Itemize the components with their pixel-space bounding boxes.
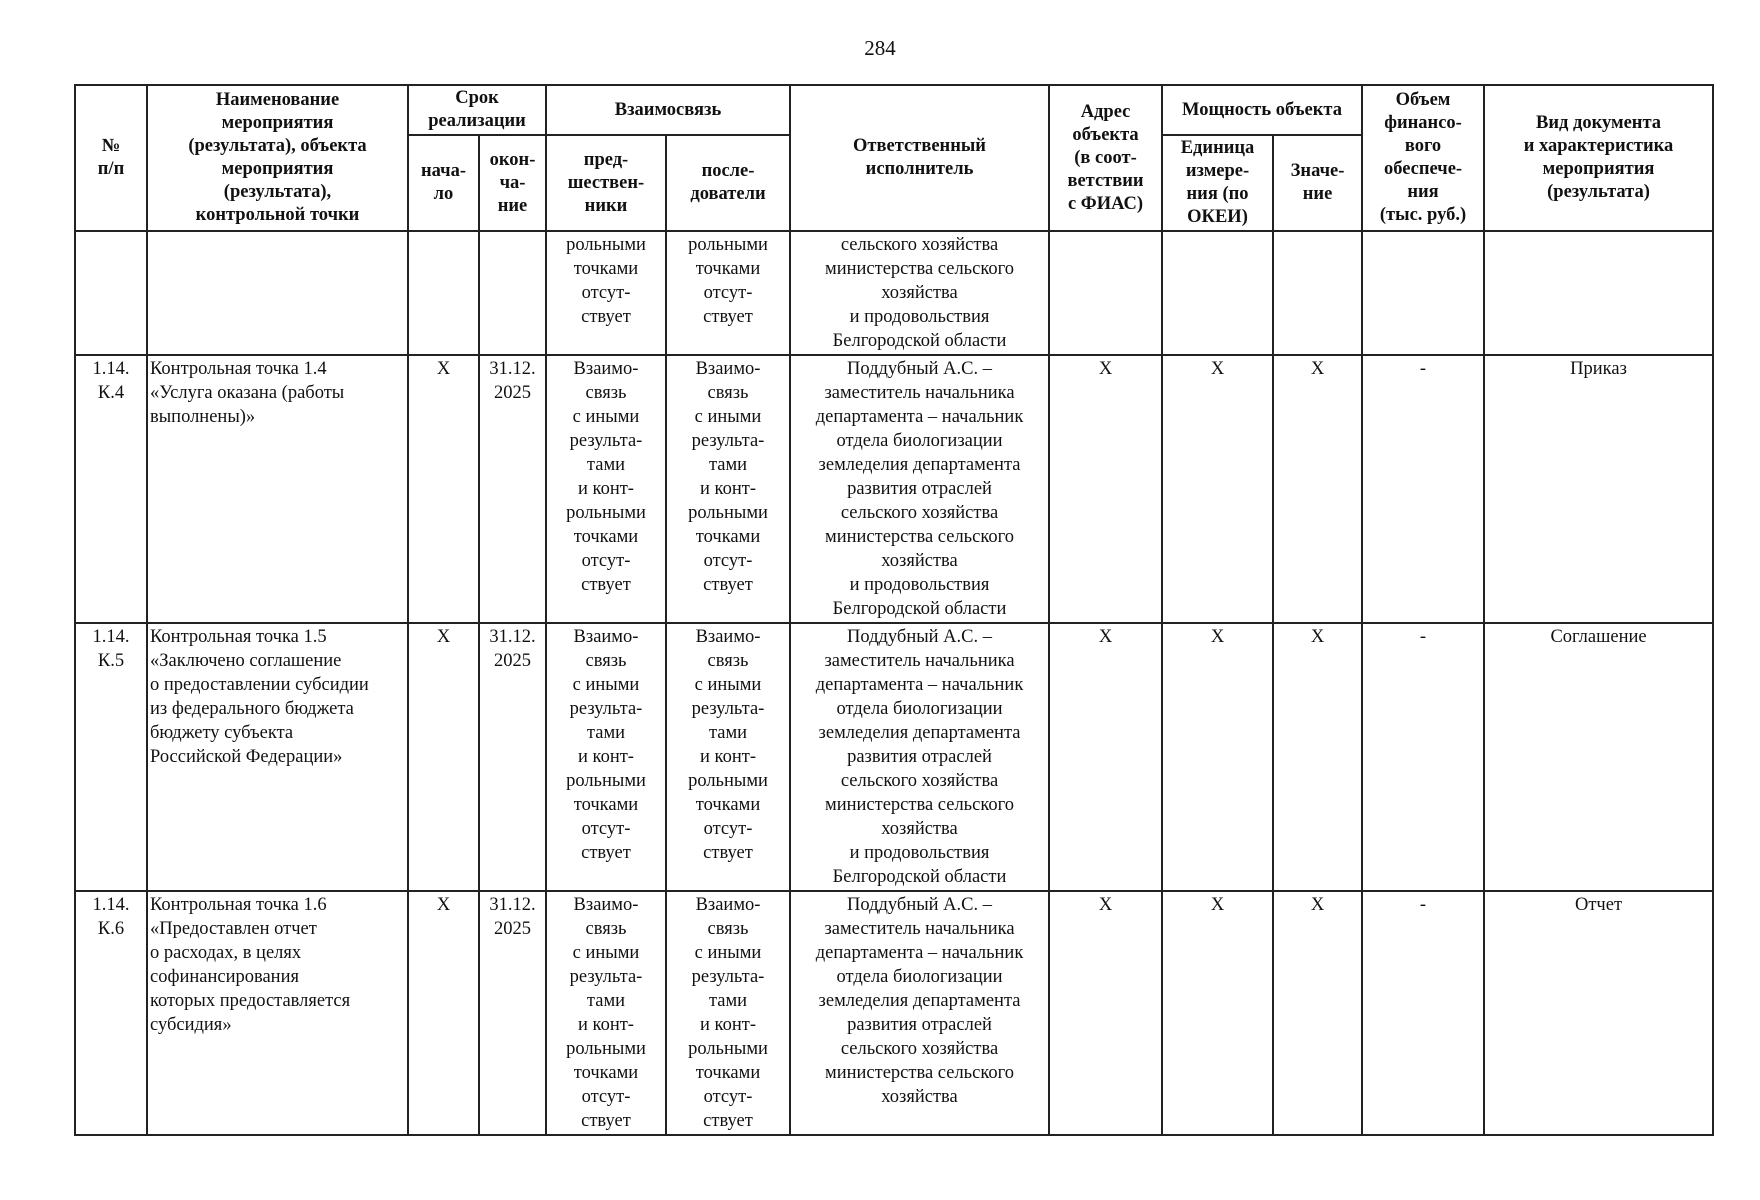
cell-unit <box>1162 231 1273 355</box>
header-capacity: Мощность объекта <box>1162 85 1362 135</box>
cell-doc: Соглашение <box>1484 623 1713 891</box>
cell-successors: Взаимо- связь с иными результа- тами и конт- рольными точками отсут- ствует <box>666 623 790 891</box>
table-header <box>75 85 1713 231</box>
header-start: нача- ло <box>408 135 479 231</box>
cell-address: X <box>1049 623 1162 891</box>
table-row <box>75 891 1713 1135</box>
header-finance: Объем финансо- вого обеспече- ния (тыс. руб.) <box>1362 85 1484 231</box>
plan-table <box>74 84 1714 1136</box>
cell-responsible: сельского хозяйства министерства сельского хозяйства и продовольствия Белгородской области <box>790 231 1049 355</box>
cell-doc <box>1484 231 1713 355</box>
cell-predecessors: рольными точками отсут- ствует <box>546 231 666 355</box>
table-row <box>75 623 1713 891</box>
cell-name: Контрольная точка 1.6 «Предоставлен отчет о расходах, в целях софинансирования которых предоставляется субсидия» <box>147 891 408 1135</box>
cell-unit: X <box>1162 355 1273 623</box>
cell-num: 1.14. К.5 <box>75 623 147 891</box>
cell-responsible: Поддубный А.С. – заместитель начальника департамента – начальник отдела биологизации земледелия департамента развития отраслей сельского хозяйства министерства сельского хозяйства и продовольствия Белгородской области <box>790 355 1049 623</box>
cell-address: X <box>1049 355 1162 623</box>
header-value: Значе- ние <box>1273 135 1362 231</box>
header-term: Срок реализации <box>408 85 546 135</box>
header-unit: Единица измере- ния (по ОКЕИ) <box>1162 135 1273 231</box>
cell-responsible: Поддубный А.С. – заместитель начальника департамента – начальник отдела биологизации земледелия департамента развития отраслей сельского хозяйства министерства сельского хозяйства <box>790 891 1049 1135</box>
cell-finance: - <box>1362 355 1484 623</box>
header-num: № п/п <box>75 85 147 231</box>
cell-end: 31.12. 2025 <box>479 355 546 623</box>
cell-name <box>147 231 408 355</box>
cell-finance: - <box>1362 891 1484 1135</box>
cell-unit: X <box>1162 891 1273 1135</box>
table-row <box>75 355 1713 623</box>
cell-end: 31.12. 2025 <box>479 891 546 1135</box>
cell-num: 1.14. К.4 <box>75 355 147 623</box>
cell-num <box>75 231 147 355</box>
header-relation: Взаимосвязь <box>546 85 790 135</box>
cell-value: X <box>1273 891 1362 1135</box>
cell-value: X <box>1273 623 1362 891</box>
cell-value: X <box>1273 355 1362 623</box>
cell-start: X <box>408 623 479 891</box>
cell-start <box>408 231 479 355</box>
cell-finance: - <box>1362 623 1484 891</box>
cell-address <box>1049 231 1162 355</box>
cell-successors: рольными точками отсут- ствует <box>666 231 790 355</box>
cell-start: X <box>408 891 479 1135</box>
cell-name: Контрольная точка 1.5 «Заключено соглашение о предоставлении субсидии из федерального бюджета бюджету субъекта Российской Федерации» <box>147 623 408 891</box>
cell-num: 1.14. К.6 <box>75 891 147 1135</box>
cell-end <box>479 231 546 355</box>
cell-doc: Приказ <box>1484 355 1713 623</box>
table-row <box>75 231 1713 355</box>
cell-name: Контрольная точка 1.4 «Услуга оказана (работы выполнены)» <box>147 355 408 623</box>
header-doc: Вид документа и характеристика мероприятия (результата) <box>1484 85 1713 231</box>
cell-value <box>1273 231 1362 355</box>
cell-predecessors: Взаимо- связь с иными результа- тами и конт- рольными точками отсут- ствует <box>546 623 666 891</box>
cell-responsible: Поддубный А.С. – заместитель начальника департамента – начальник отдела биологизации земледелия департамента развития отраслей сельского хозяйства министерства сельского хозяйства и продовольствия Белгородской области <box>790 623 1049 891</box>
header-predecessors: пред- шествен- ники <box>546 135 666 231</box>
cell-doc: Отчет <box>1484 891 1713 1135</box>
cell-end: 31.12. 2025 <box>479 623 546 891</box>
cell-predecessors: Взаимо- связь с иными результа- тами и конт- рольными точками отсут- ствует <box>546 891 666 1135</box>
cell-unit: X <box>1162 623 1273 891</box>
page-number: 284 <box>864 36 896 60</box>
cell-successors: Взаимо- связь с иными результа- тами и конт- рольными точками отсут- ствует <box>666 891 790 1135</box>
cell-address: X <box>1049 891 1162 1135</box>
header-address: Адрес объекта (в соот- ветствии с ФИАС) <box>1049 85 1162 231</box>
cell-successors: Взаимо- связь с иными результа- тами и конт- рольными точками отсут- ствует <box>666 355 790 623</box>
cell-start: X <box>408 355 479 623</box>
header-name: Наименование мероприятия (результата), объекта мероприятия (результата), контрольной точки <box>147 85 408 231</box>
header-responsible: Ответственный исполнитель <box>790 85 1049 231</box>
cell-predecessors: Взаимо- связь с иными результа- тами и конт- рольными точками отсут- ствует <box>546 355 666 623</box>
cell-finance <box>1362 231 1484 355</box>
header-successors: после- дователи <box>666 135 790 231</box>
header-end: окон- ча- ние <box>479 135 546 231</box>
